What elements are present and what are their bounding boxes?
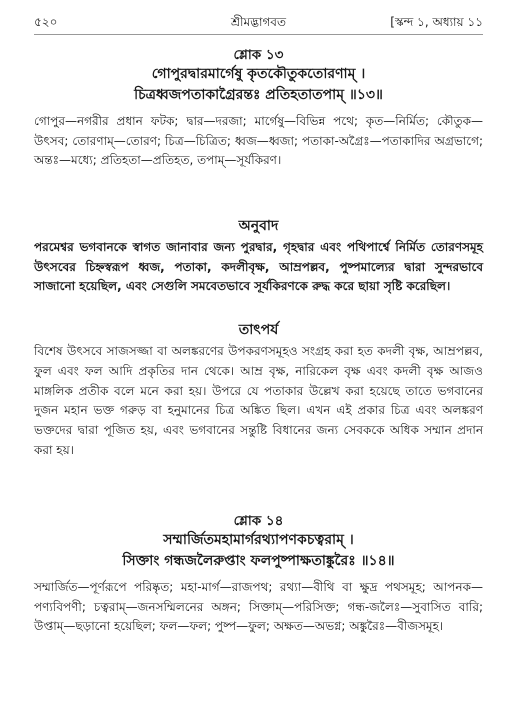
translation-13-heading: অনুবাদ bbox=[238, 218, 279, 234]
purport-13-text: বিশেষ উৎসবে সাজসজ্জা বা অলঙ্করণের উপকরণসমূহও সংগ্রহ করা হত কদলী বৃক্ষ, আম্রপল্লব, ফুল এবং ফল আদি প্রকৃতির দান থেকে। আম্র বৃক্ষ, নারিকেল বৃক্ষ এবং কদলী বৃক্ষ আজও মাঙ্গলিক প্রতীক বলে মনে করা হয়। উপরে যে পতাকার উল্লেখ করা হয়েছে তাতে ভগবানের দুজন মহান ভক্ত গরুড় বা হনুমানের চিত্র অঙ্কিত ছিল। এখন এই প্রকার চিত্র এবং অলঙ্করণ ভক্তদের দ্বারা পূজিত হয়, এবং ভগবানের সন্তুষ্টি বিধানের জন্য সেবককে অধিক সম্মান প্রদান করা হয়। bbox=[34, 344, 483, 457]
verse-13-text bbox=[34, 64, 483, 106]
verse-13-line-2: চিত্রধ্বজপতাকাগ্রৈরন্তঃ প্রতিহতাতপাম্ ॥১৩॥ bbox=[134, 87, 383, 103]
translation-13-text: পরমেশ্বর ভগবানকে স্বাগত জানাবার জন্য পুরদ্বার, গৃহদ্বার এবং পথিপার্শ্বে নির্মিত তোরণসমূহ উৎসবের চিহ্নস্বরূপ ধ্বজ, পতাকা, কদলীবৃক্ষ, আম্রপল্লব, পুষ্পমাল্যের দ্বারা সুন্দরভাবে সাজানো হয়েছিল, এবং সেগুলি সমবেতভাবে সূর্যকিরণকে রুদ্ধ করে ছায়া সৃষ্টি করেছিল। bbox=[34, 240, 483, 293]
page-number: ৫২০ bbox=[34, 15, 58, 29]
verse-14-line-1: সম্মার্জিতমহামার্গরথ্যাপণকচত্বরাম্ । bbox=[163, 532, 354, 548]
book-title: শ্রীমদ্ভাগবত bbox=[230, 15, 286, 29]
verse-13-heading: শ্লোক ১৩ bbox=[233, 47, 284, 63]
verse-14-heading: শ্লোক ১৪ bbox=[233, 513, 284, 529]
purport-13-heading: তাৎপর্য bbox=[238, 322, 279, 338]
verse-14-synonyms: সম্মার্জিত—পূর্ণরূপে পরিষ্কৃত; মহা-মার্গ—রাজপথ; রথ্যা—বীথি বা ক্ষুদ্র পথসমূহ; আপনক—পণ্যবিপণী; চত্বরাম্—জনসম্মিলনের অঙ্গন; সিক্তাম্—পরিসিক্ত; গন্ধ-জলৈঃ—সুবাসিত বারি; উপ্তাম্—ছড়ানো হয়েছিল; ফল—ফল; পুষ্প—ফুল; অক্ষত—অভগ্ন; অঙ্কুরৈঃ—বীজসমূহ। bbox=[34, 580, 483, 633]
chapter-reference: [স্কন্দ ১, অধ্যায় ১১ bbox=[390, 15, 483, 29]
verse-13-line-1: গোপুরদ্বারমার্গেষু কৃতকৌতুকতোরণাম্ । bbox=[151, 66, 366, 82]
header-divider bbox=[34, 34, 483, 35]
verse-14-text bbox=[34, 530, 483, 572]
verse-13-synonyms: গোপুর—নগরীর প্রধান ফটক; দ্বার—দরজা; মার্গেষু—বিভিন্ন পথে; কৃত—নির্মিত; কৌতুক—উৎসব; তোরণাম্—তোরণ; চিত্র—চিত্রিত; ধ্বজ—ধ্বজা; পতাকা-অগ্রৈঃ—পতাকাদির অগ্রভাগে; অন্তঃ—মধ্যে; প্রতিহতা—প্রতিহত, তপাম্—সূর্যকিরণ। bbox=[34, 114, 483, 167]
page-header bbox=[34, 14, 483, 32]
verse-14-line-2: সিক্তাং গন্ধজলৈরুপ্তাং ফলপুষ্পাক্ষতাঙ্কুরৈঃ ॥১৪॥ bbox=[122, 553, 395, 569]
